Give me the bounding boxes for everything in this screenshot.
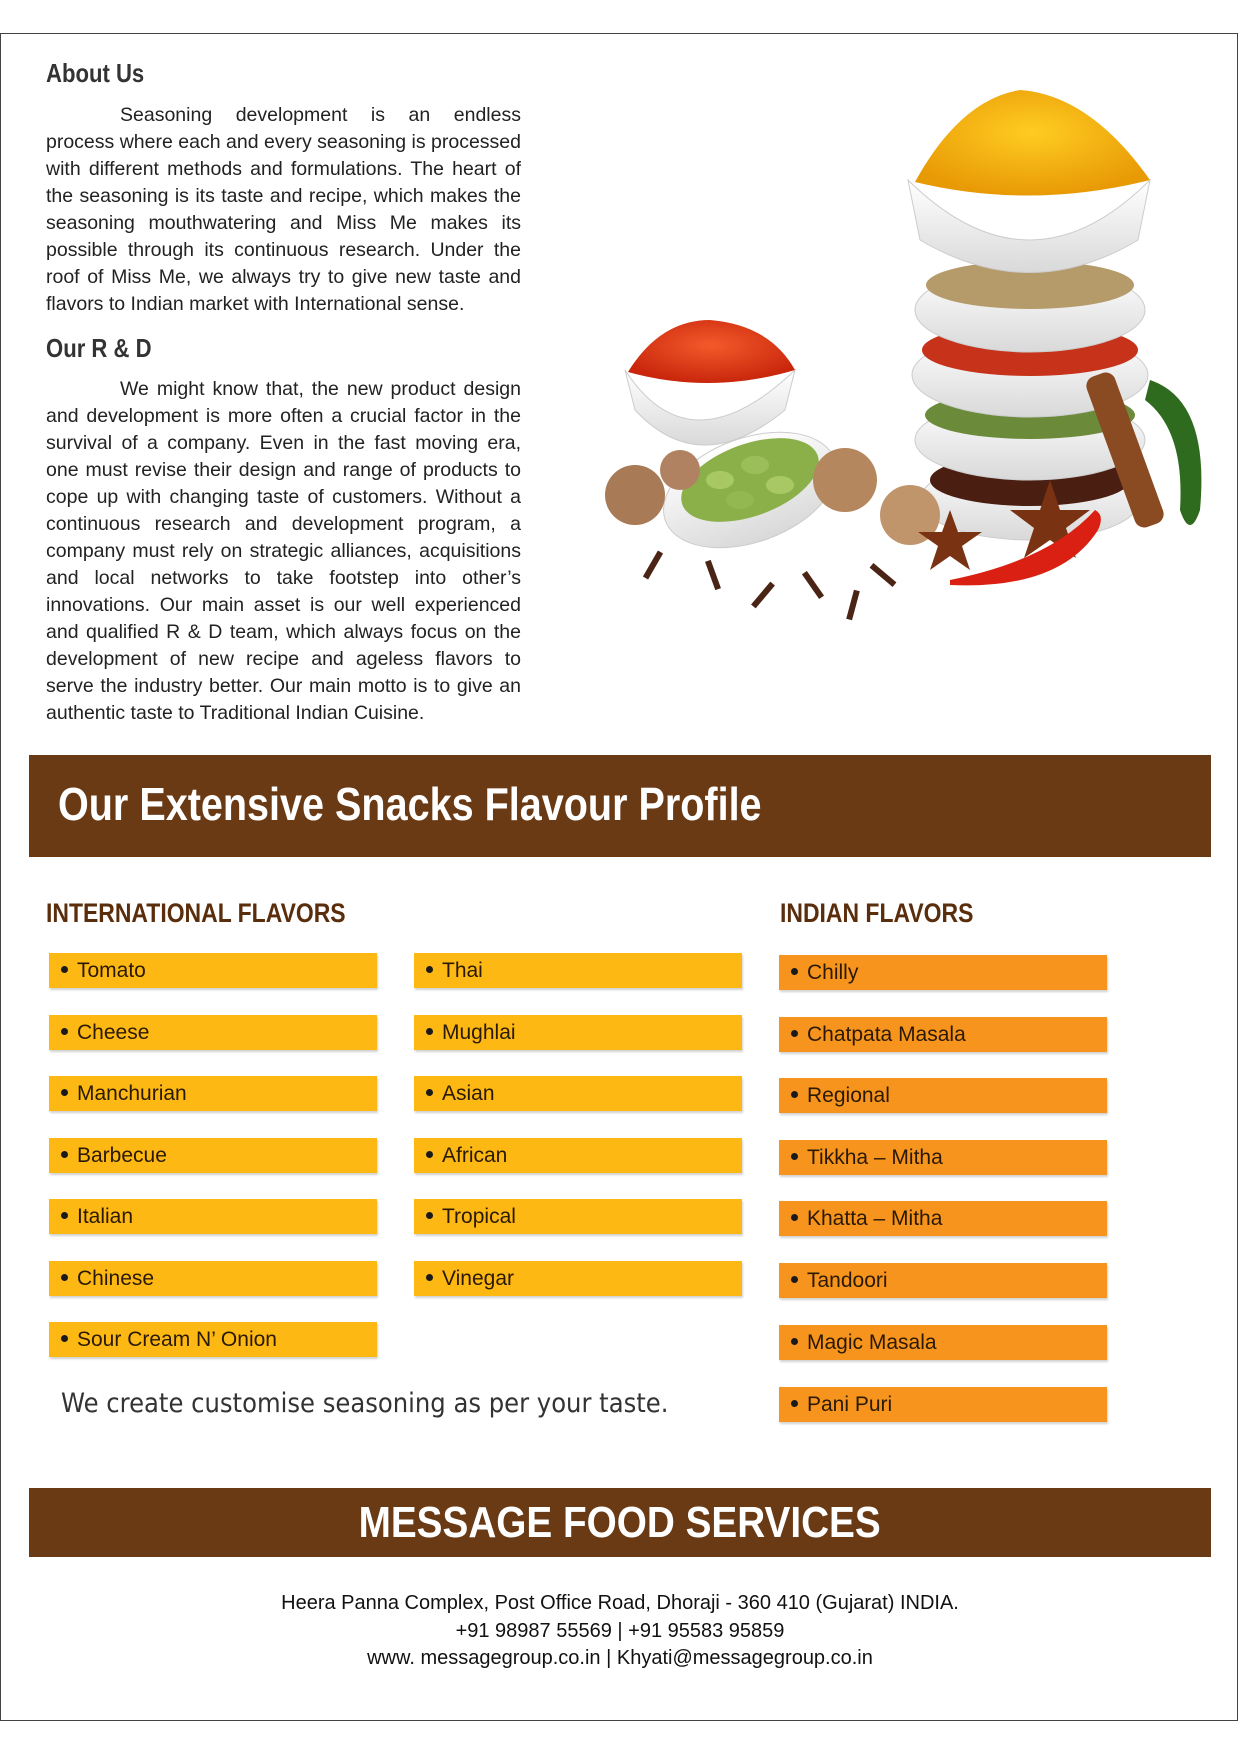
flavour-profile-title: Our Extensive Snacks Flavour Profile — [58, 778, 762, 830]
flavor-item: Chinese — [49, 1261, 377, 1296]
indian-heading: INDIAN FLAVORS — [780, 898, 974, 928]
flavor-item: Thai — [414, 953, 742, 988]
flavor-item: Sour Cream N’ Onion — [49, 1322, 377, 1357]
company-web-email: www. messagegroup.co.in | Khyati@messagegroup.co.in — [367, 1647, 873, 1669]
flavor-item: Regional — [779, 1078, 1107, 1113]
flavor-item: Asian — [414, 1076, 742, 1111]
flavor-item: Manchurian — [49, 1076, 377, 1111]
flavor-item: Cheese — [49, 1015, 377, 1050]
flavor-item: Pani Puri — [779, 1387, 1107, 1422]
flavor-item: Mughlai — [414, 1015, 742, 1050]
company-name: MESSAGE FOOD SERVICES — [358, 1498, 882, 1547]
flavor-item: African — [414, 1138, 742, 1173]
about-title: About Us — [46, 58, 145, 88]
flavor-item: Tomato — [49, 953, 377, 988]
flavor-item: Chilly — [779, 955, 1107, 990]
flavor-item: Khatta – Mitha — [779, 1201, 1107, 1236]
flavor-item: Italian — [49, 1199, 377, 1234]
flavor-item: Vinegar — [414, 1261, 742, 1296]
tagline: We create customise seasoning as per your taste. — [61, 1388, 669, 1419]
flavor-item: Tikkha – Mitha — [779, 1140, 1107, 1175]
company-name-banner — [29, 1488, 1211, 1557]
rnd-title: Our R & D — [46, 333, 152, 363]
chili-powder-bowl — [625, 320, 795, 445]
stacked-bowls — [908, 90, 1150, 540]
rnd-text: We might know that, the new product design and development is more often a crucial factor in the survival of a company. Even in the fast moving era, one must revise their design and range of products to cope up with changing taste of customers. Without a continuous research and development program, a company must rely on strategic alliances, acquisitions and local networks to take footstep into other’s innovations. Our main asset is our well experienced and qualified R & D team, which always focus on the development of new recipe and ageless flavors to serve the industry better. Our main motto is to give an authentic taste to Traditional Indian Cuisine. — [46, 378, 521, 724]
flavor-item: Tandoori — [779, 1263, 1107, 1298]
company-address: Heera Panna Complex, Post Office Road, Dhoraji - 360 410 (Gujarat) INDIA. — [281, 1592, 959, 1614]
spice-bowls-image — [590, 70, 1238, 690]
flavor-item: Barbecue — [49, 1138, 377, 1173]
international-heading: INTERNATIONAL FLAVORS — [46, 898, 346, 928]
flavor-item: Tropical — [414, 1199, 742, 1234]
about-text: Seasoning development is an endless process where each and every seasoning is processed with different methods and formulations. The heart of the seasoning is its taste and recipe, which makes the seasoning mouthwatering and Miss Me makes its possible through its continuous research. Under the roof of Miss Me, we always try to give new taste and flavors to Indian market with International sense. — [46, 104, 521, 315]
flavor-item: Chatpata Masala — [779, 1017, 1107, 1052]
company-phones: +91 98987 55569 | +91 95583 95859 — [455, 1620, 785, 1642]
flavor-item: Magic Masala — [779, 1325, 1107, 1360]
